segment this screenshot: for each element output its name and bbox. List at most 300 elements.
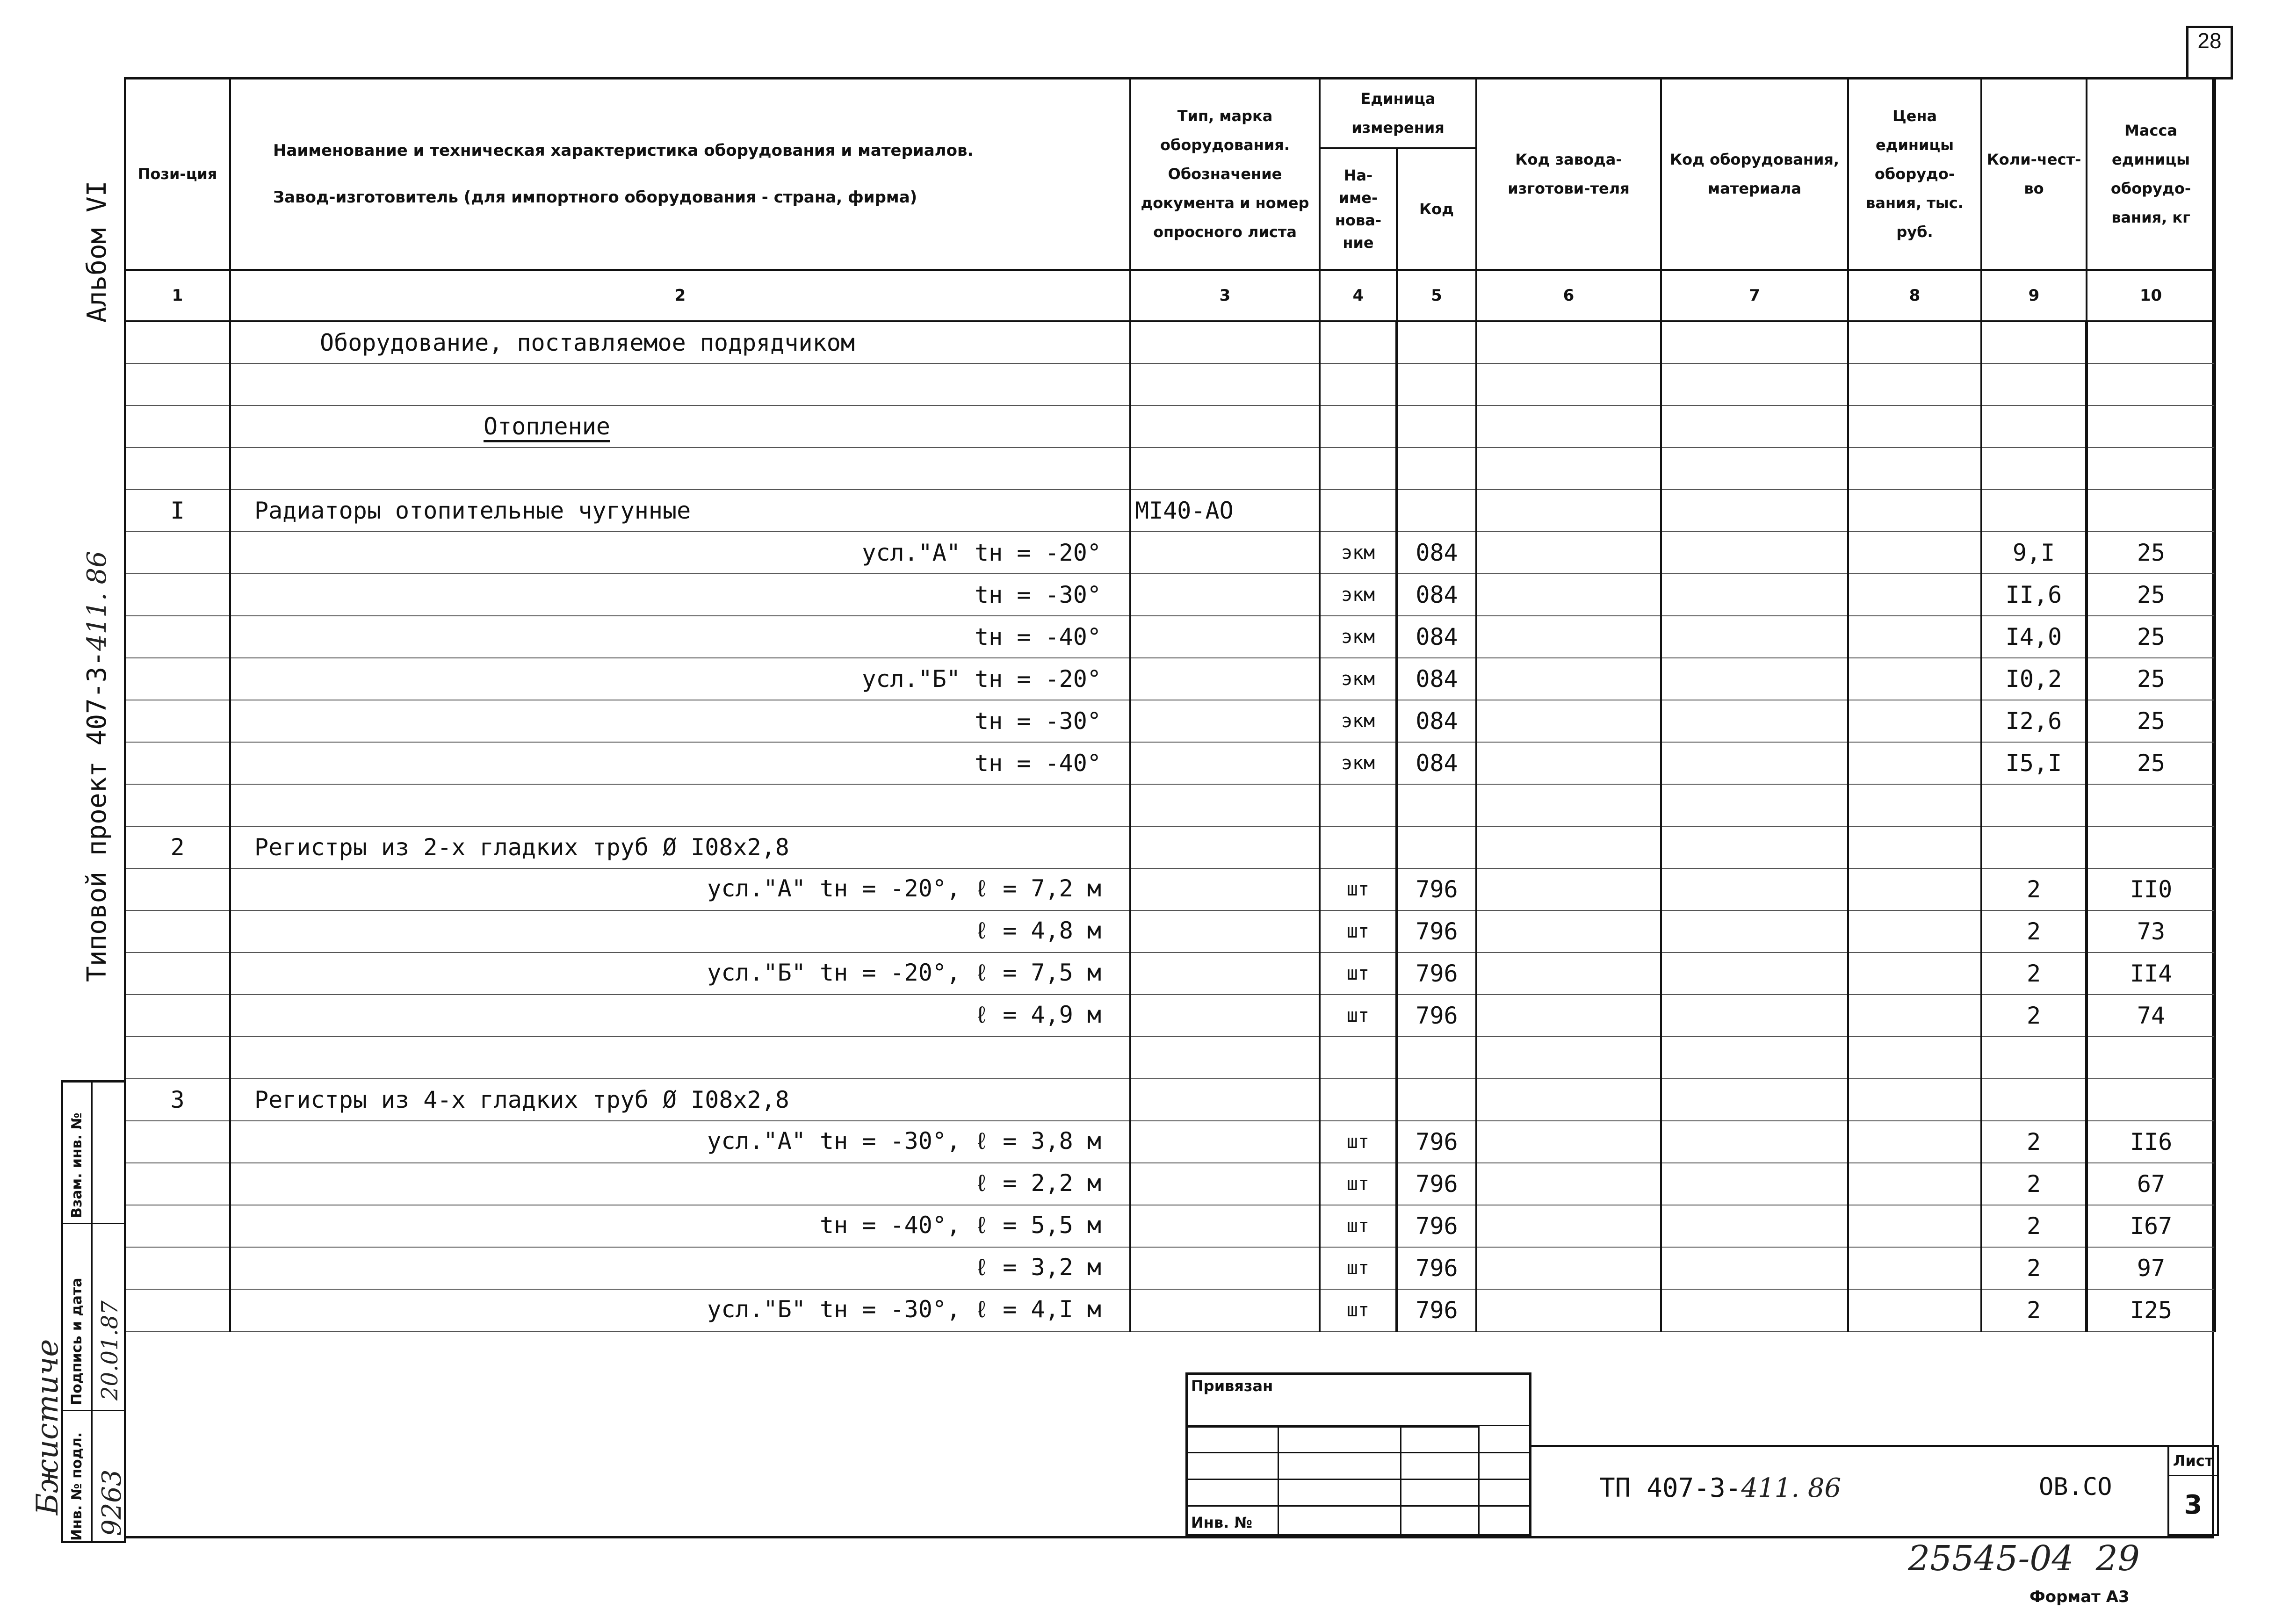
cell-pos: [125, 321, 230, 363]
page-number-box: [2186, 26, 2233, 79]
cell-pos: [125, 448, 230, 490]
cell-empty: [1476, 405, 1661, 448]
cell-code: [1397, 784, 1476, 826]
cell-name: ℓ = 2,2 м: [230, 1163, 1130, 1205]
cell-empty: [1476, 953, 1661, 995]
cell-empty: [1661, 1079, 1848, 1121]
cell-empty: [1661, 1121, 1848, 1163]
cell-empty: [1661, 1163, 1848, 1205]
cell-pos: [125, 995, 230, 1037]
table-row: [125, 363, 2215, 405]
cell-mass: [2087, 321, 2215, 363]
colnum-5: 5: [1397, 270, 1476, 321]
header-unit-group: Единица измерения: [1320, 78, 1476, 148]
cell-empty: [1848, 1289, 1981, 1331]
cell-pos: [125, 574, 230, 616]
cell-code: [1397, 448, 1476, 490]
cell-name: ℓ = 4,8 м: [230, 910, 1130, 953]
table-row: [125, 321, 2215, 363]
table-row: [125, 953, 2215, 995]
cell-qty: 2: [1981, 995, 2087, 1037]
sheet-label: Лист: [2169, 1447, 2217, 1476]
title-block-bound: [1185, 1372, 1531, 1536]
table-row: [125, 1163, 2215, 1205]
cell-code: 796: [1397, 1163, 1476, 1205]
cell-name: ℓ = 4,9 м: [230, 995, 1130, 1037]
cell-unit: экм: [1320, 616, 1397, 658]
colnum-1: 1: [125, 270, 230, 321]
cell-empty: [1848, 1163, 1981, 1205]
cell-unit: шт: [1320, 1205, 1397, 1247]
cell-empty: [1661, 868, 1848, 910]
cell-empty: [1661, 826, 1848, 868]
cell-mass: II4: [2087, 953, 2215, 995]
stamp-sign-label: Подпись и дата: [69, 1278, 85, 1405]
cell-empty: [1848, 868, 1981, 910]
cell-qty: [1981, 363, 2087, 405]
cell-pos: [125, 953, 230, 995]
colnum-8: 8: [1848, 270, 1981, 321]
cell-empty: [1848, 321, 1981, 363]
cell-empty: [1661, 910, 1848, 953]
cell-name: tн = -40°, ℓ = 5,5 м: [230, 1205, 1130, 1247]
cell-pos: [125, 1121, 230, 1163]
cell-code: 796: [1397, 1205, 1476, 1247]
cell-name: tн = -30°: [230, 700, 1130, 742]
cell-mass: 25: [2087, 532, 2215, 574]
header-price: Цена единицы оборудо-вания, тыс. руб.: [1848, 78, 1981, 270]
archive-number: 25545-04 29: [1908, 1538, 2140, 1579]
cell-empty: [1476, 1163, 1661, 1205]
header-mass: Масса единицы оборудо-вания, кг: [2087, 78, 2215, 270]
cell-empty: [1661, 490, 1848, 532]
cell-empty: [1661, 1289, 1848, 1331]
cell-mass: [2087, 363, 2215, 405]
cell-pos: [125, 405, 230, 448]
cell-empty: [1848, 1205, 1981, 1247]
cell-empty: [1476, 826, 1661, 868]
cell-qty: I2,6: [1981, 700, 2087, 742]
colnum-6: 6: [1476, 270, 1661, 321]
cell-code: [1397, 1037, 1476, 1079]
cell-qty: II,6: [1981, 574, 2087, 616]
cell-qty: 2: [1981, 1205, 2087, 1247]
cell-pos: [125, 742, 230, 784]
header-unit-code: Код: [1397, 148, 1476, 270]
cell-name: tн = -30°: [230, 574, 1130, 616]
specification-table: [124, 77, 2216, 1332]
cell-empty: [1476, 658, 1661, 700]
cell-mass: [2087, 490, 2215, 532]
cell-code: 084: [1397, 574, 1476, 616]
cell-code: 084: [1397, 700, 1476, 742]
cell-name: [230, 784, 1130, 826]
cell-name: ℓ = 3,2 м: [230, 1247, 1130, 1289]
cell-unit: экм: [1320, 658, 1397, 700]
cell-empty: [1476, 448, 1661, 490]
cell-empty: [1848, 953, 1981, 995]
cell-unit: [1320, 363, 1397, 405]
cell-empty: [1661, 953, 1848, 995]
cell-type: [1130, 616, 1320, 658]
table-row: [125, 1205, 2215, 1247]
header-plant-code: Код завода-изготови-теля: [1476, 78, 1661, 270]
cell-empty: [1848, 1247, 1981, 1289]
cell-unit: [1320, 321, 1397, 363]
cell-mass: I67: [2087, 1205, 2215, 1247]
cell-pos: 3: [125, 1079, 230, 1121]
cell-type: [1130, 995, 1320, 1037]
cell-name: Оборудование, поставляемое подрядчиком: [230, 321, 1130, 363]
cell-code: 084: [1397, 742, 1476, 784]
cell-unit: шт: [1320, 868, 1397, 910]
cell-qty: 2: [1981, 953, 2087, 995]
cell-empty: [1661, 574, 1848, 616]
cell-unit: шт: [1320, 1247, 1397, 1289]
cell-type: [1130, 532, 1320, 574]
cell-empty: [1848, 910, 1981, 953]
cell-unit: [1320, 1079, 1397, 1121]
cell-mass: 25: [2087, 700, 2215, 742]
cell-empty: [1476, 490, 1661, 532]
cell-empty: [1661, 405, 1848, 448]
cell-type: МI40-АО: [1130, 490, 1320, 532]
table-row: [125, 742, 2215, 784]
cell-code: 796: [1397, 1121, 1476, 1163]
cell-mass: II0: [2087, 868, 2215, 910]
cell-qty: I4,0: [1981, 616, 2087, 658]
cell-name: [230, 1037, 1130, 1079]
table-row: [125, 532, 2215, 574]
cell-name: Радиаторы отопительные чугунные: [230, 490, 1130, 532]
cell-unit: [1320, 784, 1397, 826]
cell-mass: [2087, 1079, 2215, 1121]
cell-pos: [125, 1163, 230, 1205]
cell-qty: 2: [1981, 1163, 2087, 1205]
cell-empty: [1476, 700, 1661, 742]
cell-type: [1130, 1121, 1320, 1163]
cell-qty: 2: [1981, 910, 2087, 953]
cell-empty: [1848, 700, 1981, 742]
cell-empty: [1848, 658, 1981, 700]
cell-code: 796: [1397, 868, 1476, 910]
cell-code: 796: [1397, 1247, 1476, 1289]
table-row: [125, 574, 2215, 616]
cell-mass: I25: [2087, 1289, 2215, 1331]
document-mark: ОВ.СО: [2039, 1473, 2112, 1501]
cell-qty: [1981, 1079, 2087, 1121]
table-row: [125, 1079, 2215, 1121]
cell-unit: экм: [1320, 532, 1397, 574]
table-row: [125, 1037, 2215, 1079]
cell-empty: [1661, 658, 1848, 700]
cell-empty: [1476, 532, 1661, 574]
cell-empty: [1476, 1247, 1661, 1289]
cell-pos: [125, 910, 230, 953]
cell-name: tн = -40°: [230, 616, 1130, 658]
cell-name: усл."А" tн = -20°, ℓ = 7,2 м: [230, 868, 1130, 910]
cell-qty: I0,2: [1981, 658, 2087, 700]
header-quantity: Коли-чест-во: [1981, 78, 2087, 270]
table-row: [125, 1289, 2215, 1331]
cell-empty: [1476, 1037, 1661, 1079]
cell-unit: шт: [1320, 995, 1397, 1037]
cell-empty: [1848, 490, 1981, 532]
cell-empty: [1476, 910, 1661, 953]
cell-empty: [1848, 363, 1981, 405]
cell-unit: [1320, 826, 1397, 868]
cell-unit: экм: [1320, 700, 1397, 742]
cell-type: [1130, 826, 1320, 868]
cell-unit: шт: [1320, 1121, 1397, 1163]
cell-name: усл."Б" tн = -30°, ℓ = 4,I м: [230, 1289, 1130, 1331]
cell-empty: [1661, 742, 1848, 784]
cell-empty: [1661, 1037, 1848, 1079]
header-equipment-code: Код оборудования, материала: [1661, 78, 1848, 270]
cell-mass: 25: [2087, 616, 2215, 658]
cell-mass: [2087, 826, 2215, 868]
table-row: [125, 1121, 2215, 1163]
cell-empty: [1476, 1079, 1661, 1121]
header-unit-name: На-име-нова-ние: [1320, 148, 1397, 270]
cell-empty: [1476, 574, 1661, 616]
cell-empty: [1848, 784, 1981, 826]
cell-pos: [125, 868, 230, 910]
cell-empty: [1661, 532, 1848, 574]
cell-code: [1397, 1079, 1476, 1121]
table-row: [125, 995, 2215, 1037]
colnum-10: 10: [2087, 270, 2215, 321]
cell-unit: экм: [1320, 742, 1397, 784]
cell-type: [1130, 1247, 1320, 1289]
cell-qty: [1981, 448, 2087, 490]
cell-name: усл."Б" tн = -20°, ℓ = 7,5 м: [230, 953, 1130, 995]
sheet-number: 3: [2184, 1490, 2203, 1520]
signature: Бжистиче: [30, 1339, 65, 1515]
cell-mass: 67: [2087, 1163, 2215, 1205]
cell-pos: [125, 1037, 230, 1079]
cell-empty: [1661, 448, 1848, 490]
cell-mass: 25: [2087, 658, 2215, 700]
cell-empty: [1661, 700, 1848, 742]
cell-type: [1130, 448, 1320, 490]
cell-type: [1130, 1079, 1320, 1121]
cell-empty: [1661, 784, 1848, 826]
cell-qty: [1981, 490, 2087, 532]
cell-empty: [1848, 616, 1981, 658]
table-row: [125, 700, 2215, 742]
cell-empty: [1476, 1205, 1661, 1247]
cell-code: [1397, 405, 1476, 448]
header-row: [125, 78, 2215, 148]
cell-mass: 73: [2087, 910, 2215, 953]
table-row: [125, 658, 2215, 700]
cell-name: усл."А" tн = -30°, ℓ = 3,8 м: [230, 1121, 1130, 1163]
cell-mass: [2087, 448, 2215, 490]
left-stamp: [61, 1080, 126, 1543]
cell-name: tн = -40°: [230, 742, 1130, 784]
cell-mass: [2087, 784, 2215, 826]
cell-type: [1130, 363, 1320, 405]
cell-unit: [1320, 1037, 1397, 1079]
cell-empty: [1476, 363, 1661, 405]
cell-type: [1130, 700, 1320, 742]
cell-type: [1130, 1205, 1320, 1247]
cell-code: [1397, 363, 1476, 405]
cell-code: 084: [1397, 532, 1476, 574]
colnum-7: 7: [1661, 270, 1848, 321]
cell-pos: 2: [125, 826, 230, 868]
document-code-hand: 411. 86: [1741, 1473, 1842, 1503]
cell-qty: [1981, 321, 2087, 363]
cell-qty: [1981, 1037, 2087, 1079]
cell-mass: II6: [2087, 1121, 2215, 1163]
cell-unit: шт: [1320, 953, 1397, 995]
sheet-number-box: [2167, 1445, 2219, 1536]
cell-qty: I5,I: [1981, 742, 2087, 784]
cell-type: [1130, 405, 1320, 448]
cell-empty: [1848, 742, 1981, 784]
cell-pos: I: [125, 490, 230, 532]
cell-type: [1130, 784, 1320, 826]
cell-mass: 25: [2087, 742, 2215, 784]
table-row: [125, 448, 2215, 490]
cell-unit: экм: [1320, 574, 1397, 616]
cell-empty: [1848, 532, 1981, 574]
table-row: [125, 616, 2215, 658]
cell-type: [1130, 1163, 1320, 1205]
table-row: [125, 405, 2215, 448]
cell-empty: [1848, 574, 1981, 616]
cell-pos: [125, 532, 230, 574]
table-row: [125, 826, 2215, 868]
document-code: ТП 407-3-411. 86: [1599, 1473, 1842, 1503]
cell-empty: [1661, 1205, 1848, 1247]
cell-code: 796: [1397, 995, 1476, 1037]
cell-empty: [1848, 448, 1981, 490]
cell-qty: 9,I: [1981, 532, 2087, 574]
cell-name: Регистры из 2-х гладких труб Ø I08x2,8: [230, 826, 1130, 868]
table-row: [125, 910, 2215, 953]
album-label: Альбом VI: [82, 180, 112, 323]
cell-pos: [125, 1289, 230, 1331]
stamp-inv-label: Инв. № подл.: [69, 1432, 85, 1541]
cell-empty: [1848, 1121, 1981, 1163]
cell-unit: шт: [1320, 910, 1397, 953]
cell-pos: [125, 1247, 230, 1289]
cell-type: [1130, 953, 1320, 995]
cell-mass: 25: [2087, 574, 2215, 616]
cell-empty: [1476, 784, 1661, 826]
cell-qty: 2: [1981, 1289, 2087, 1331]
cell-code: [1397, 321, 1476, 363]
cell-empty: [1848, 1037, 1981, 1079]
cell-empty: [1476, 1121, 1661, 1163]
colnum-2: 2: [230, 270, 1130, 321]
cell-empty: [1848, 826, 1981, 868]
cell-mass: [2087, 405, 2215, 448]
stamp-inv-number: 9263: [97, 1469, 127, 1536]
cell-type: [1130, 1037, 1320, 1079]
table-row: [125, 490, 2215, 532]
cell-code: 084: [1397, 658, 1476, 700]
cell-pos: [125, 616, 230, 658]
cell-code: 796: [1397, 953, 1476, 995]
cell-type: [1130, 742, 1320, 784]
stamp-date: 20.01.87: [97, 1300, 123, 1400]
cell-pos: [125, 658, 230, 700]
cell-pos: [125, 700, 230, 742]
header-name: Наименование и техническая характеристика оборудования и материалов. Завод-изготовитель (для импортного оборудования - страна, фирма): [230, 78, 1130, 270]
cell-empty: [1476, 742, 1661, 784]
cell-code: 796: [1397, 1289, 1476, 1331]
bound-label: Привязан: [1191, 1377, 1273, 1395]
cell-code: [1397, 490, 1476, 532]
cell-empty: [1848, 1079, 1981, 1121]
page-number: 28: [2197, 29, 2222, 53]
cell-empty: [1476, 1289, 1661, 1331]
cell-type: [1130, 321, 1320, 363]
cell-qty: 2: [1981, 1247, 2087, 1289]
cell-code: 084: [1397, 616, 1476, 658]
cell-unit: шт: [1320, 1289, 1397, 1331]
cell-empty: [1476, 995, 1661, 1037]
cell-empty: [1661, 995, 1848, 1037]
table-row: [125, 1247, 2215, 1289]
cell-empty: [1848, 995, 1981, 1037]
cell-name: Отопление: [230, 405, 1130, 448]
cell-qty: [1981, 405, 2087, 448]
cell-type: [1130, 658, 1320, 700]
cell-empty: [1476, 868, 1661, 910]
cell-empty: [1661, 321, 1848, 363]
cell-name: Регистры из 4-х гладких труб Ø I08x2,8: [230, 1079, 1130, 1121]
cell-unit: шт: [1320, 1163, 1397, 1205]
colnum-9: 9: [1981, 270, 2087, 321]
project-hand-number: 411. 86: [82, 551, 112, 651]
colnum-3: 3: [1130, 270, 1320, 321]
cell-type: [1130, 868, 1320, 910]
cell-empty: [1661, 363, 1848, 405]
cell-empty: [1848, 405, 1981, 448]
header-position: Пози-ция: [125, 78, 230, 270]
cell-name: [230, 448, 1130, 490]
table-row: [125, 784, 2215, 826]
cell-type: [1130, 910, 1320, 953]
cell-name: [230, 363, 1130, 405]
cell-pos: [125, 363, 230, 405]
cell-empty: [1476, 321, 1661, 363]
cell-type: [1130, 574, 1320, 616]
header-type: Тип, марка оборудования. Обозначение документа и номер опросного листа: [1130, 78, 1320, 270]
cell-qty: [1981, 826, 2087, 868]
cell-qty: 2: [1981, 868, 2087, 910]
cell-qty: 2: [1981, 1121, 2087, 1163]
cell-unit: [1320, 490, 1397, 532]
inv-label: Инв. №: [1191, 1514, 1252, 1531]
cell-mass: 97: [2087, 1247, 2215, 1289]
cell-code: 796: [1397, 910, 1476, 953]
cell-name: усл."А" tн = -20°: [230, 532, 1130, 574]
cell-mass: 74: [2087, 995, 2215, 1037]
table-row: [125, 868, 2215, 910]
colnum-4: 4: [1320, 270, 1397, 321]
archive-page: 29: [2095, 1538, 2140, 1579]
cell-unit: [1320, 405, 1397, 448]
format-label: Формат А3: [2029, 1588, 2130, 1606]
cell-empty: [1476, 616, 1661, 658]
cell-qty: [1981, 784, 2087, 826]
